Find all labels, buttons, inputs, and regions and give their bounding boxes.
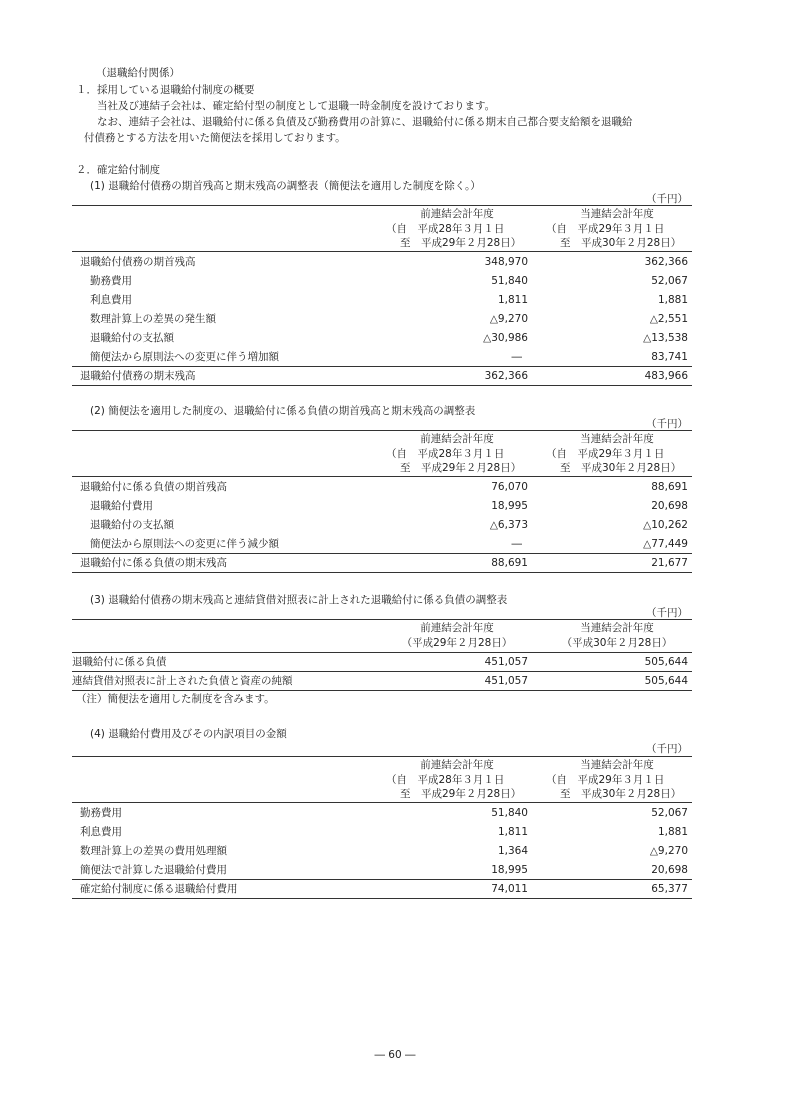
table2-prev-value: 18,995 <box>491 500 528 512</box>
rule <box>72 430 692 431</box>
rule <box>72 572 692 573</box>
heading-1: １．採用している退職給付制度の概要 <box>76 84 255 96</box>
curr-period-title: 当連結会計年度 <box>580 759 654 771</box>
table1-curr-value: △2,551 <box>649 313 688 325</box>
table1-prev-value: 362,366 <box>484 370 528 382</box>
table2-prev-value: 88,691 <box>491 557 528 569</box>
table4-prev-value: 1,811 <box>497 826 528 838</box>
table3-prev-value: 451,057 <box>484 656 528 668</box>
table1-prev-value: △30,986 <box>483 332 528 344</box>
curr-period-from: （自 平成29年３月１日 <box>546 448 665 460</box>
rule <box>72 898 692 899</box>
table4 <box>72 756 692 900</box>
table1-prev-value: 51,840 <box>491 275 528 287</box>
rule <box>72 476 692 477</box>
curr-period-from: （自 平成29年３月１日 <box>546 223 665 235</box>
table4-prev-value: 18,995 <box>491 864 528 876</box>
table2-caption: (2) 簡便法を適用した制度の、退職給付に係る負債の期首残高と期末残高の調整表 <box>90 405 476 417</box>
rule <box>72 879 692 880</box>
table3 <box>72 619 692 691</box>
table1-prev-value: 348,970 <box>484 256 528 268</box>
table4-row-label: 確定給付制度に係る退職給付費用 <box>80 883 238 895</box>
table1-caption: (1) 退職給付債務の期首残高と期末残高の調整表（簡便法を適用した制度を除く。） <box>90 180 481 192</box>
table3-caption: (3) 退職給付債務の期末残高と連結貸借対照表に計上された退職給付に係る負債の調整表 <box>90 594 508 606</box>
table4-curr-value: 1,881 <box>657 826 688 838</box>
prev-period-title: 前連結会計年度 <box>420 208 494 220</box>
table3-curr-value: 505,644 <box>644 675 688 687</box>
table1-prev-value: 1,811 <box>497 294 528 306</box>
prev-period-to: 至 平成29年２月28日） <box>400 237 522 249</box>
table2-row-label: 退職給付費用 <box>90 500 153 512</box>
table4-curr-value: 52,067 <box>651 807 688 819</box>
table3-unit: （千円） <box>646 607 688 619</box>
table1-curr-value: 52,067 <box>651 275 688 287</box>
table3-curr-value: 505,644 <box>644 656 688 668</box>
table2-curr-value: 20,698 <box>651 500 688 512</box>
prev-period-title: 前連結会計年度 <box>420 759 494 771</box>
table2-prev-value: △6,373 <box>489 519 528 531</box>
rule <box>72 652 692 653</box>
table2-curr-value: 21,677 <box>651 557 688 569</box>
table4-caption: (4) 退職給付費用及びその内訳項目の金額 <box>90 728 287 740</box>
table4-row-label: 数理計算上の差異の費用処理額 <box>80 845 227 857</box>
page-number: ― 60 ― <box>374 1049 416 1061</box>
table4-row-label: 簡便法で計算した退職給付費用 <box>80 864 227 876</box>
prev-period-to: 至 平成29年２月28日） <box>400 788 522 800</box>
table4-prev-value: 1,364 <box>497 845 528 857</box>
table2-row-label: 退職給付に係る負債の期末残高 <box>80 557 227 569</box>
curr-period-to: 至 平成30年２月28日） <box>560 788 682 800</box>
curr-period-from: （自 平成29年３月１日 <box>546 774 665 786</box>
table1-prev-value: ― <box>511 351 522 363</box>
section-title: （退職給付関係） <box>96 67 180 79</box>
table1-row-label: 数理計算上の差異の発生額 <box>90 313 216 325</box>
prev-period-from: （自 平成28年３月１日 <box>386 223 505 235</box>
table1-curr-value: 483,966 <box>644 370 688 382</box>
table1-row-label: 勤務費用 <box>90 275 132 287</box>
table3-note: （注）簡便法を適用した制度を含みます。 <box>76 693 275 705</box>
rule <box>72 366 692 367</box>
heading-2: ２．確定給付制度 <box>76 164 160 176</box>
table2-prev-value: ― <box>511 538 522 550</box>
table4-curr-value: 20,698 <box>651 864 688 876</box>
table1-curr-value: △13,538 <box>643 332 688 344</box>
rule <box>72 553 692 554</box>
paragraph-2-line-1: なお、連結子会社は、退職給付に係る負債及び勤務費用の計算に、退職給付に係る期末自己都合要支給額を退職給 <box>97 116 633 128</box>
table1-unit: （千円） <box>646 193 688 205</box>
table2-unit: （千円） <box>646 418 688 430</box>
table1-row-label: 退職給付債務の期首残高 <box>80 256 196 268</box>
curr-period-date: （平成30年２月28日） <box>561 637 673 649</box>
table2-curr-value: △10,262 <box>643 519 688 531</box>
table4-prev-value: 51,840 <box>491 807 528 819</box>
table1-row-label: 簡便法から原則法への変更に伴う増加額 <box>90 351 279 363</box>
table1-curr-value: 1,881 <box>657 294 688 306</box>
table4-curr-value: 65,377 <box>651 883 688 895</box>
curr-period-title: 当連結会計年度 <box>580 433 654 445</box>
table4-row-label: 利息費用 <box>80 826 122 838</box>
prev-period-title: 前連結会計年度 <box>420 433 494 445</box>
table1-row-label: 退職給付債務の期末残高 <box>80 370 196 382</box>
rule <box>72 756 692 757</box>
table4-prev-value: 74,011 <box>491 883 528 895</box>
paragraph-1: 当社及び連結子会社は、確定給付型の制度として退職一時金制度を設けております。 <box>97 100 496 112</box>
rule <box>72 205 692 206</box>
table2-curr-value: △77,449 <box>643 538 688 550</box>
table2 <box>72 430 692 570</box>
table3-row-label: 連結貸借対照表に計上された負債と資産の純額 <box>72 675 293 687</box>
table4-unit: （千円） <box>646 743 688 755</box>
table3-row-label: 退職給付に係る負債 <box>72 656 167 668</box>
rule <box>72 671 692 672</box>
curr-period-title: 当連結会計年度 <box>580 208 654 220</box>
table4-row-label: 勤務費用 <box>80 807 122 819</box>
table4-curr-value: △9,270 <box>649 845 688 857</box>
prev-period-to: 至 平成29年２月28日） <box>400 462 522 474</box>
curr-period-to: 至 平成30年２月28日） <box>560 237 682 249</box>
table1 <box>72 205 692 385</box>
table2-row-label: 簡便法から原則法への変更に伴う減少額 <box>90 538 279 550</box>
curr-period-title: 当連結会計年度 <box>580 622 654 634</box>
table2-prev-value: 76,070 <box>491 481 528 493</box>
table2-row-label: 退職給付の支払額 <box>90 519 174 531</box>
table1-row-label: 利息費用 <box>90 294 132 306</box>
prev-period-from: （自 平成28年３月１日 <box>386 448 505 460</box>
rule <box>72 802 692 803</box>
rule <box>72 619 692 620</box>
table1-row-label: 退職給付の支払額 <box>90 332 174 344</box>
table1-curr-value: 83,741 <box>651 351 688 363</box>
table2-curr-value: 88,691 <box>651 481 688 493</box>
paragraph-2-line-2: 付債務とする方法を用いた簡便法を採用しております。 <box>84 132 346 144</box>
rule <box>72 251 692 252</box>
rule <box>72 690 692 691</box>
curr-period-to: 至 平成30年２月28日） <box>560 462 682 474</box>
prev-period-title: 前連結会計年度 <box>420 622 494 634</box>
prev-period-date: （平成29年２月28日） <box>401 637 513 649</box>
table3-prev-value: 451,057 <box>484 675 528 687</box>
table2-row-label: 退職給付に係る負債の期首残高 <box>80 481 227 493</box>
table1-curr-value: 362,366 <box>644 256 688 268</box>
prev-period-from: （自 平成28年３月１日 <box>386 774 505 786</box>
rule <box>72 385 692 386</box>
table1-prev-value: △9,270 <box>489 313 528 325</box>
